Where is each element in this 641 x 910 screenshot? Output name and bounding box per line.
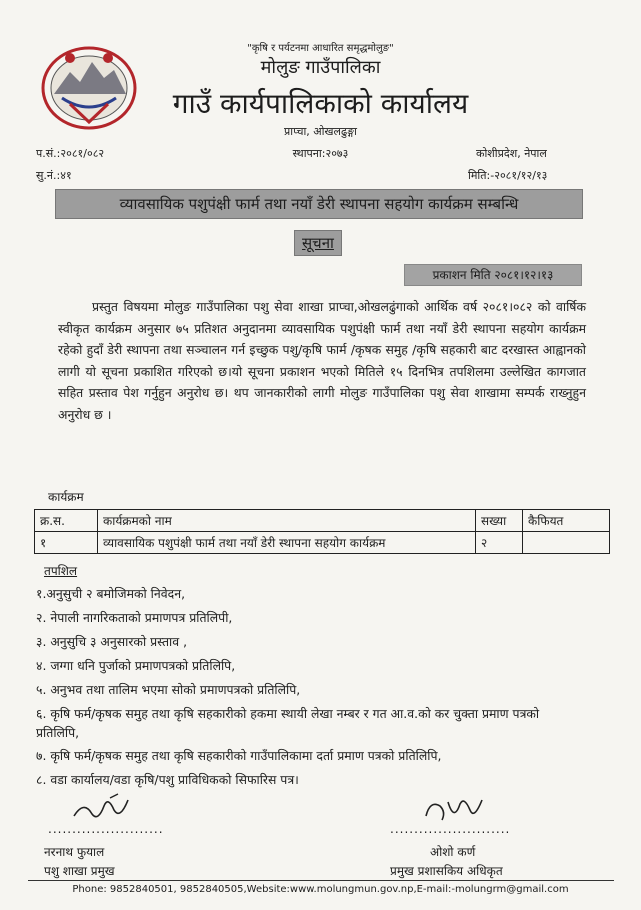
signature-line-right: ......................... bbox=[390, 822, 511, 836]
footer-divider bbox=[28, 880, 614, 881]
col-remarks: कैफियत bbox=[523, 510, 610, 532]
list-item: ५. अनुभव तथा तालिम भएमा सोको प्रमाणपत्रको प्रतिलिपि, bbox=[36, 682, 301, 697]
signatory-left-title: पशु शाखा प्रमुख bbox=[44, 864, 115, 878]
table-row bbox=[35, 532, 610, 554]
slogan: "कृषि र पर्यटनमा आधारित समृद्धमोलुङ" bbox=[247, 43, 394, 54]
table-header-row bbox=[35, 510, 610, 532]
list-item: ७. कृषि फर्म/कृषक समुह तथा कृषि सहकारीको गाउँपालिकामा दर्ता प्रमाण पत्रको प्रतिलिपि, bbox=[36, 748, 442, 763]
municipality-name: मोलुङ गाउँपालिका bbox=[260, 57, 381, 78]
fiscal-year: प.सं.:२०८१/०८२ bbox=[36, 147, 105, 160]
cell-remarks bbox=[523, 532, 610, 554]
required-documents-list bbox=[36, 582, 576, 792]
col-serial: क्र.स. bbox=[35, 510, 98, 532]
signature-line-left: ........................ bbox=[48, 822, 164, 836]
list-item: ८. वडा कार्यालय/वडा कृषि/पशु प्राविधिकको सिफारिस पत्र। bbox=[36, 772, 299, 787]
cell-serial: १ bbox=[35, 532, 98, 554]
footer-contact: Phone: 9852840501, 9852840505,Website:www.molungmun.gov.np,E-mail:-molungrm@gmail.com bbox=[72, 884, 569, 895]
signature-left bbox=[70, 790, 140, 824]
signatory-right-name: ओशो कर्ण bbox=[430, 845, 476, 859]
cell-program-name: व्यावसायिक पशुपंक्षी फार्म तथा नयाँ डेरी स्थापना सहयोग कार्यक्रम bbox=[98, 532, 476, 554]
list-item: ६. कृषि फर्म/कृषक समुह तथा कृषि सहकारीको हकमा स्थायी लेखा नम्बर र गत आ.व.को कर चुक्ता प्रमाण पत्रको प्रतिलिपि, bbox=[36, 706, 540, 740]
list-item: ३. अनुसुचि ३ अनुसारको प्रस्ताव , bbox=[36, 634, 188, 649]
col-program-name: कार्यक्रमको नाम bbox=[98, 510, 476, 532]
program-table bbox=[34, 509, 610, 554]
cell-count: २ bbox=[476, 532, 523, 554]
signatory-left-name: नरनाथ फुयाल bbox=[44, 845, 105, 859]
province: कोशीप्रदेश, नेपाल bbox=[476, 147, 547, 160]
office-address: प्राप्चा, ओखलढुङ्गा bbox=[283, 125, 358, 138]
notice-body: प्रस्तुत विषयमा मोलुङ गाउँपालिका पशु सेवा शाखा प्राप्चा,ओखलढुंगाको आर्थिक वर्ष २०८१।०८२ को वार्षिक स्वीकृत कार्यक्रम अनुसार ७५ प्रतिशत अनुदानमा व्यावसायिक पशुपंक्षी फार्म तथा नयाँ डेरी स्थापना सहयोग कार्यक्रम रहेको हुदाँ डेरी स्थापना तथा सञ्चालन गर्न इच्छुक पशु/कृषि फार्म /कृषक समुह /कृषि सहकारी बाट दरखास्त आह्वानको लागी यो सूचना प्रकाशित गरिएको छ।यो सूचना प्रकाशन भएको मितिले १५ दिनभित्र तपशिलमा उल्लेखित कागजात सहित प्रस्ताव पेश गर्नुहुन अनुरोध छ। थप जानकारीको लागी मोलुङ गाउँपालिका पशु सेवा शाखामा सम्पर्क राख्नुहुन अनुरोध छ । bbox=[58, 299, 586, 422]
program-section-label: कार्यक्रम bbox=[48, 490, 84, 504]
signatory-right-title: प्रमुख प्रशासकिय अधिकृत bbox=[390, 864, 503, 878]
details-label: तपशिल bbox=[44, 564, 78, 578]
publication-date: प्रकाशन मिति २०८१।१२।१३ bbox=[404, 264, 582, 286]
letter-number: सु.नं.:४१ bbox=[36, 169, 72, 182]
notice-subject-banner: व्यावसायिक पशुपंक्षी फार्म तथा नयाँ डेरी स्थापना सहयोग कार्यक्रम सम्बन्धि bbox=[55, 189, 583, 219]
col-count: सख्या bbox=[476, 510, 523, 532]
established-year: स्थापना:२०७३ bbox=[292, 147, 349, 160]
letter-date: मिति:-२०८१/१२/१३ bbox=[468, 169, 548, 182]
list-item: २. नेपाली नागरिकताको प्रमाणपत्र प्रतिलिपी, bbox=[36, 610, 233, 625]
list-item: १.अनुसुची २ बमोजिमको निवेदन, bbox=[36, 586, 186, 601]
office-title: गाउँ कार्यपालिकाको कार्यालय bbox=[172, 87, 469, 120]
notice-label: सूचना bbox=[294, 230, 342, 256]
list-item: ४. जग्गा धनि पुर्जाको प्रमाणपत्रको प्रतिलिपि, bbox=[36, 658, 236, 673]
